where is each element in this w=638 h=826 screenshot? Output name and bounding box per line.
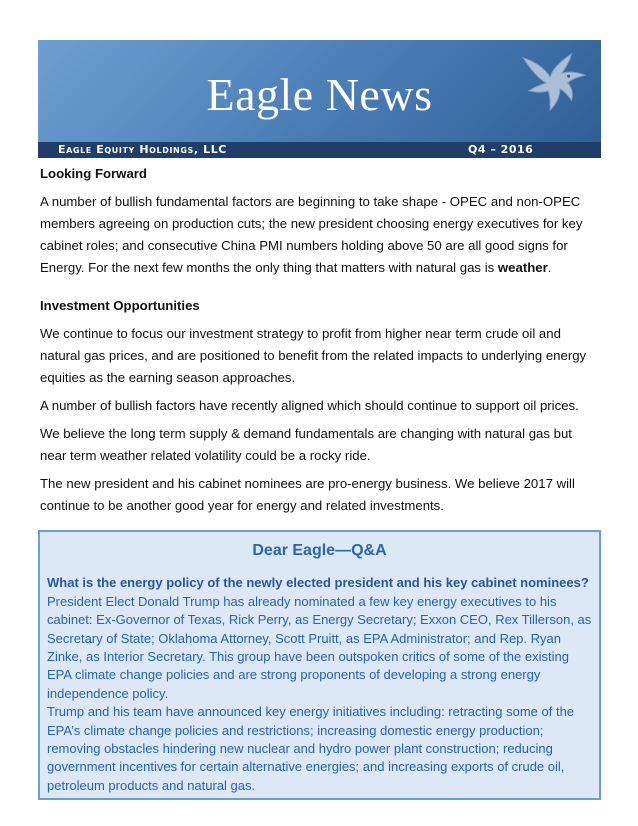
qa-sidebar-box xyxy=(38,530,601,800)
banner-strip xyxy=(38,142,601,158)
investment-heading: Investment Opportunities xyxy=(40,298,200,313)
qa-answer-1: President Elect Donald Trump has already nominated a few key energy executives to his cabinet: Ex-Governor of Texas, Rick Perry, as Energy Secretary; Exxon CEO, Rex Tillerson, as Secretary of State; Oklahoma Attorney, Scott Pruitt, as EPA Administrator; and Rep. Ryan Zinke, as Interior Secretary. This group have been outspoken critics of some of the existing EPA climate change policies and are strong proponents of developing a strong energy independence policy. xyxy=(47,593,592,701)
eagle-icon xyxy=(517,48,595,116)
looking-forward-paragraph xyxy=(40,191,600,279)
qa-title: Dear Eagle—Q&A xyxy=(252,542,387,559)
company-name: Eagle Equity Holdings, LLC xyxy=(58,143,227,156)
investment-paragraph-4: The new president and his cabinet nominees are pro-energy business. We believe 2017 will continue to be another good year for energy and related investments. xyxy=(40,476,575,513)
qa-question: What is the energy policy of the newly elected president and his key cabinet nominees? xyxy=(47,575,589,591)
weather-emphasis: weather xyxy=(497,260,548,275)
looking-forward-text: A number of bullish fundamental factors are beginning to take shape - OPEC and non-OPEC members agreeing on production cuts; the new president choosing energy executives for key cabinet roles; and consecutive China PMI numbers holding above 50 are all good signs for Energy. For the next few months the only thing that matters with natural gas is xyxy=(40,194,583,275)
qa-answer-2: Trump and his team have announced key energy initiatives including: retracting some of the EPA’s climate change policies and restrictions; increasing domestic energy production; removing obstacles hindering new nuclear and hydro power plant construction; reducing government incentives for certain alternative energies; and increasing exports of crude oil, petroleum products and natural gas. xyxy=(47,704,575,793)
investment-paragraph-3: We believe the long term supply & demand fundamentals are changing with natural gas but near term weather related volatility could be a rocky ride. xyxy=(40,426,572,463)
issue-quarter: Q4 – 2016 xyxy=(468,143,534,156)
masthead-banner xyxy=(38,40,601,158)
investment-paragraph-1: We continue to focus our investment strategy to profit from higher near term crude oil and natural gas prices, and are positioned to benefit from the related impacts to underlying energy equities as the earning season approaches. xyxy=(40,326,587,385)
looking-forward-end: . xyxy=(547,260,552,275)
newsletter-title: Eagle News xyxy=(206,69,433,120)
investment-paragraph-2: A number of bullish factors have recently aligned which should continue to support oil prices. xyxy=(40,398,579,413)
main-content xyxy=(40,163,600,523)
looking-forward-heading: Looking Forward xyxy=(40,166,147,181)
